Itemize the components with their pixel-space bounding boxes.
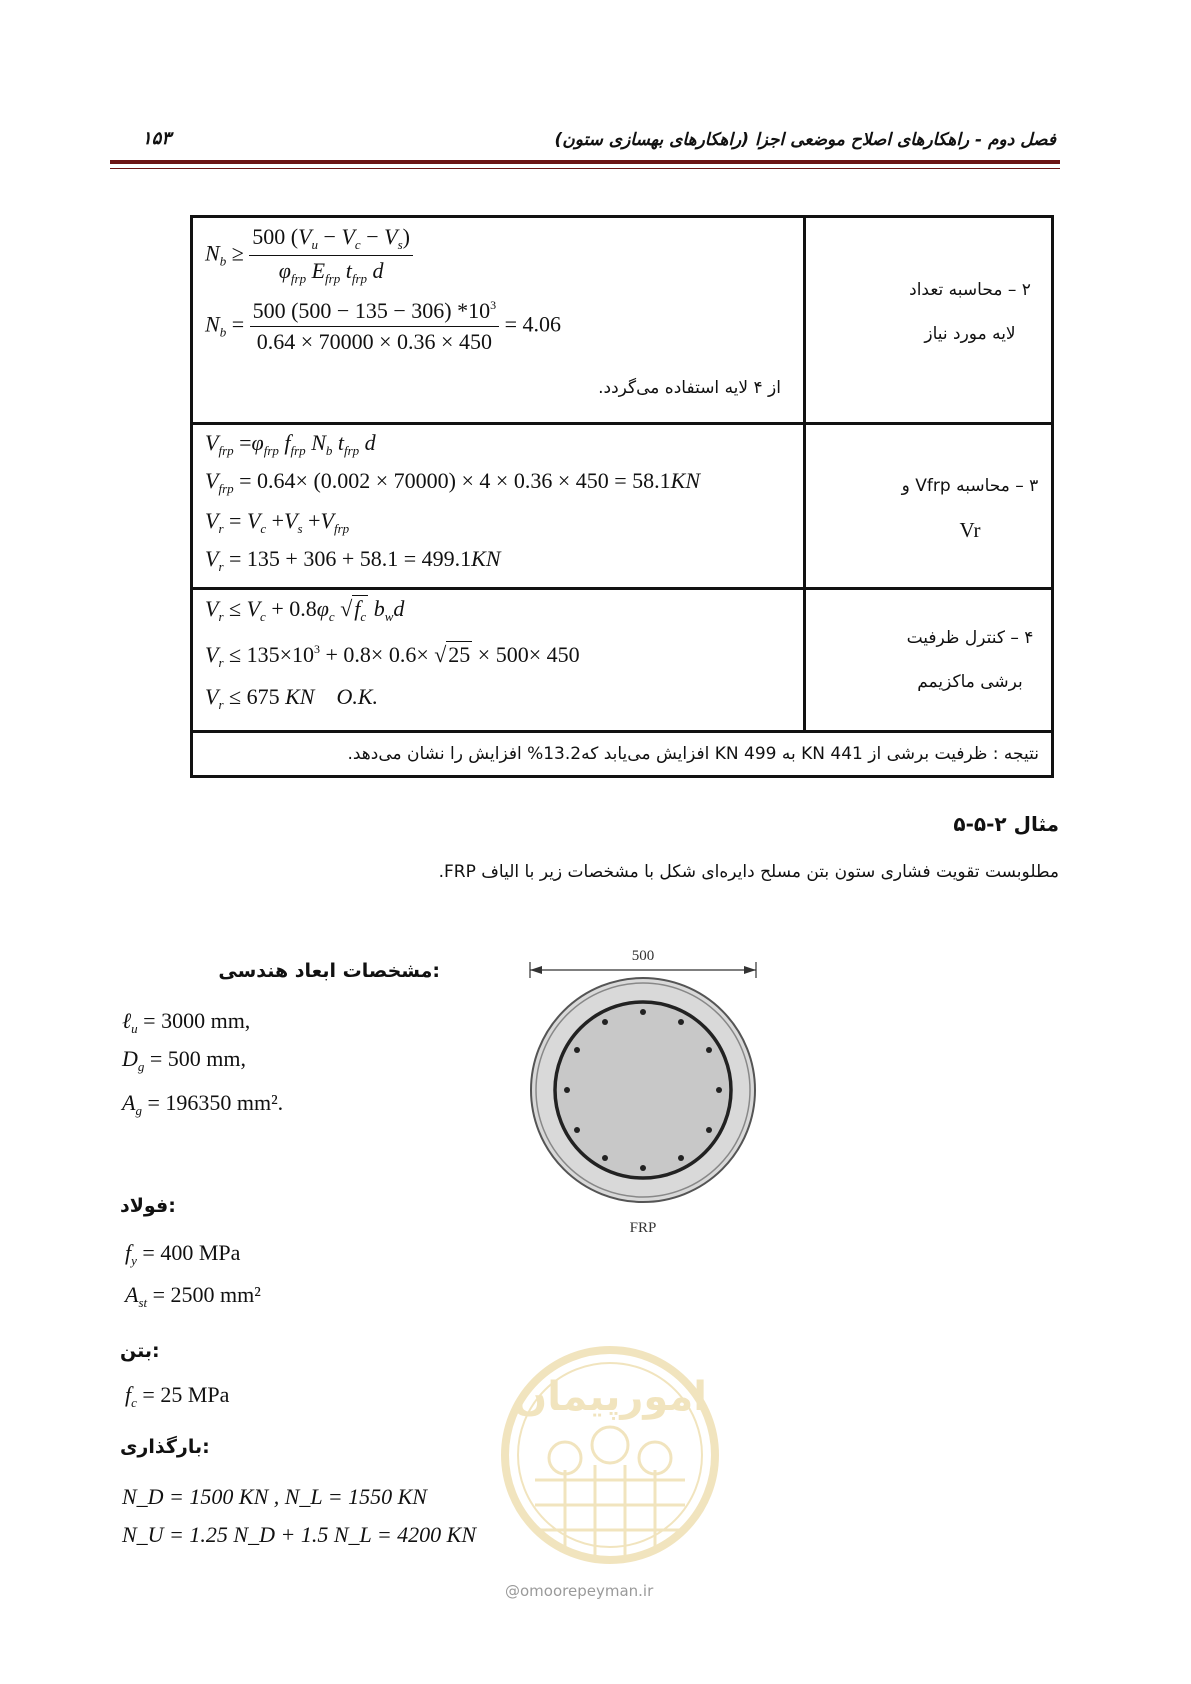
dg-value: $D_g = 500$ mm, <box>122 1046 247 1074</box>
figure-caption: FRP <box>629 1220 657 1236</box>
concrete-heading-wrap <box>120 1340 440 1380</box>
step3-label: ۳ – محاسبه Vfrp و Vr <box>901 476 1039 542</box>
fy-value: $f_y = 400$ MPa <box>125 1240 241 1268</box>
layers-note: از ۴ لایه استفاده می‌گردد. <box>598 378 781 398</box>
watermark-logo-text: امورپیمان <box>513 1374 707 1420</box>
vr-formula: $V_r = V_c +V_s +V_{frp}$ <box>205 508 350 536</box>
watermark-logo <box>495 1340 725 1570</box>
geometry-heading: :مشخصات ابعاد هندسی <box>218 960 440 982</box>
result-text: نتیجه : ظرفیت برشی از 441 KN به 499 KN افزایش می‌یابد که13.2% افزایش را نشان می‌دهد. <box>347 744 1039 764</box>
example-heading: مثال ۲-۵-۵ <box>953 812 1059 836</box>
vfrp-calculation: $V_{frp} = 0.64\times (0.002 \times 70000) \times 4 \times 0.36 \times 450 = 58.1KN$ <box>205 468 700 496</box>
vfrp-formula: $V_{frp} =\varphi_{frp}$ $f_{frp}$ $N_b$ $t_{frp}$ d <box>205 430 376 458</box>
calculation-table <box>190 215 1054 778</box>
nb-calculation: $N_b$ = $\frac{500 (500 - 135 - 306) *10^3}{0.64 \times 70000 \times 0.36 \times 450}$ = 4.06 <box>205 298 561 354</box>
chapter-title: فصل دوم - راهکارهای اصلاح موضعی اجزا (راهکارهای بهسازی ستون) <box>554 130 1056 150</box>
table-column-divider <box>803 218 806 730</box>
frp-column-section-figure <box>520 940 780 1240</box>
step2-label: ۲ – محاسبه تعداد لایه مورد نیاز <box>909 280 1031 344</box>
steel-heading: :فولاد <box>120 1195 176 1217</box>
row-divider <box>193 422 1051 425</box>
dimension-label: 500 <box>631 948 655 964</box>
ast-value: $A_{st} = 2500$ mm² <box>125 1282 261 1310</box>
fc-value: $f_c = 25$ MPa <box>125 1382 230 1410</box>
watermark-site: @omoorepeyman.ir <box>505 1582 654 1600</box>
ag-value: $A_g = 196350$ mm². <box>122 1090 284 1118</box>
loading-line1: N_D = 1500 KN , N_L = 1550 KN <box>122 1484 427 1509</box>
vr-limit-result: $V_r \le 675$ KN O.K. <box>205 684 379 712</box>
vr-limit-calculation: $V_r \le 135\times 10^3 + 0.8\times 0.6\times √25 \times 500\times 450$ <box>205 642 580 670</box>
step4-label: ۴ – کنترل ظرفیت برشی ماکزیمم <box>906 628 1034 692</box>
nb-inequality: $N_b$ ≥ $\frac{500 (V_u - V_c - V_s)}{\varphi_{frp} E_{frp} t_{frp} d}$ <box>205 224 413 287</box>
vr-limit-formula: $V_r \le V_c + 0.8\varphi_c$ $√f_c$ $b_wd$ <box>205 596 405 624</box>
loading-heading-wrap <box>120 1436 440 1476</box>
vr-calculation: $V_r = 135 + 306 + 58.1 = 499.1KN$ <box>205 546 501 574</box>
header-rule-thick <box>110 160 1060 164</box>
lu-value: ℓ$_u$ = 3000 mm, <box>122 1008 251 1036</box>
example-description: مطلوبست تقویت فشاری ستون بتن مسلح دایره‌ای شکل با مشخصات زیر با الیاف FRP. <box>438 862 1059 882</box>
header-rule-thin <box>110 168 1060 169</box>
loading-heading: :بارگذاری <box>120 1436 210 1458</box>
geometry-section-heading-wrap <box>120 960 440 1000</box>
loading-line2: N_U = 1.25 N_D + 1.5 N_L = 4200 KN <box>122 1522 477 1547</box>
steel-heading-wrap <box>120 1195 440 1235</box>
row-divider <box>193 730 1051 733</box>
concrete-heading: :بتن <box>120 1340 160 1362</box>
row-divider <box>193 587 1051 590</box>
page-number: ۱۵۳ <box>142 128 172 149</box>
